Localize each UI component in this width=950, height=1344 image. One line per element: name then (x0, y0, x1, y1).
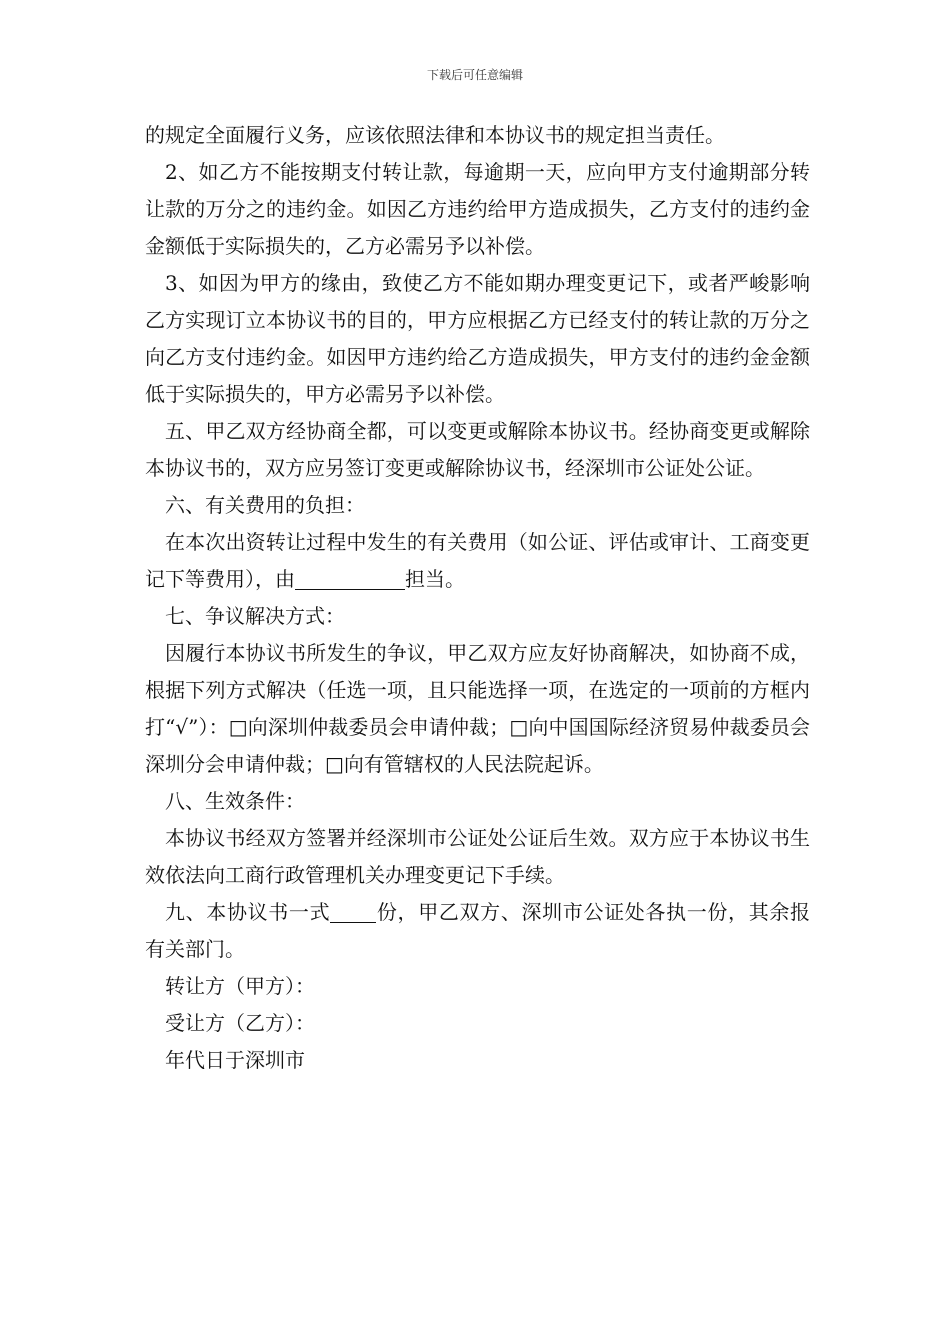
paragraph-section-9-text-a: 九、本协议书一式 (165, 900, 331, 924)
blank-line-copies (330, 900, 376, 923)
paragraph-section-7: 因履行本协议书所发生的争议，甲乙双方应友好协商解决，如协商不成，根据下列方式解决（任选一项，且只能选择一项，在选定的一项前的方框内打“√”）：□向深圳仲裁委员会申请仲裁；□向中国国际经济贸易仲裁委员会深圳分会申请仲裁；□向有管辖权的人民法院起诉。 (145, 641, 810, 776)
paragraph-section-5: 五、甲乙双方经协商全都，可以变更或解除本协议书。经协商变更或解除本协议书的，双方应另签订变更或解除协议书，经深圳市公证处公证。 (145, 419, 810, 480)
page-header: 下载后可任意编辑 (426, 68, 523, 82)
date-location-line: 年代日于深圳市 (165, 1048, 305, 1072)
paragraph-continuation: 的规定全面履行义务，应该依照法律和本协议书的规定担当责任。 (145, 123, 725, 147)
paragraph-section-8: 本协议书经双方签署并经深圳市公证处公证后生效。双方应于本协议书生效依法向工商行政管理机关办理变更记下手续。 (145, 826, 810, 887)
paragraph-section-9-text-b: 份，甲乙双方、深圳市公证处各执一份，其余报有关部门。 (145, 900, 811, 961)
signature-transferee: 受让方（乙方）： (165, 1011, 315, 1035)
paragraph-clause-3: 3、如因为甲方的缘由，致使乙方不能如期办理变更记下，或者严峻影响乙方实现订立本协议书的目的，甲方应根据乙方已经支付的转让款的万分之向乙方支付违约金。如因甲方违约给乙方造成损失，甲方支付的违约金金额低于实际损失的，甲方必需另予以补偿。 (145, 271, 810, 406)
heading-section-8: 八、生效条件： (165, 789, 305, 813)
signature-transferor: 转让方（甲方）： (165, 974, 315, 998)
paragraph-clause-2: 2、如乙方不能按期支付转让款，每逾期一天，应向甲方支付逾期部分转让款的万分之的违约金。如因乙方违约给甲方造成损失，乙方支付的违约金金额低于实际损失的，乙方必需另予以补偿。 (145, 160, 810, 258)
heading-section-7: 七、争议解决方式： (165, 604, 345, 628)
document-body (145, 117, 810, 1079)
paragraph-section-6 (145, 524, 810, 598)
paragraph-section-9 (145, 894, 810, 968)
paragraph-section-6-text-b: 担当。 (405, 567, 465, 591)
paragraph-section-6-text-a: 在本次出资转让过程中发生的有关费用（如公证、评估或审计、工商变更记下等费用），由 (145, 530, 810, 591)
heading-section-6: 六、有关费用的负担： (165, 493, 365, 517)
blank-line-party (295, 567, 405, 590)
